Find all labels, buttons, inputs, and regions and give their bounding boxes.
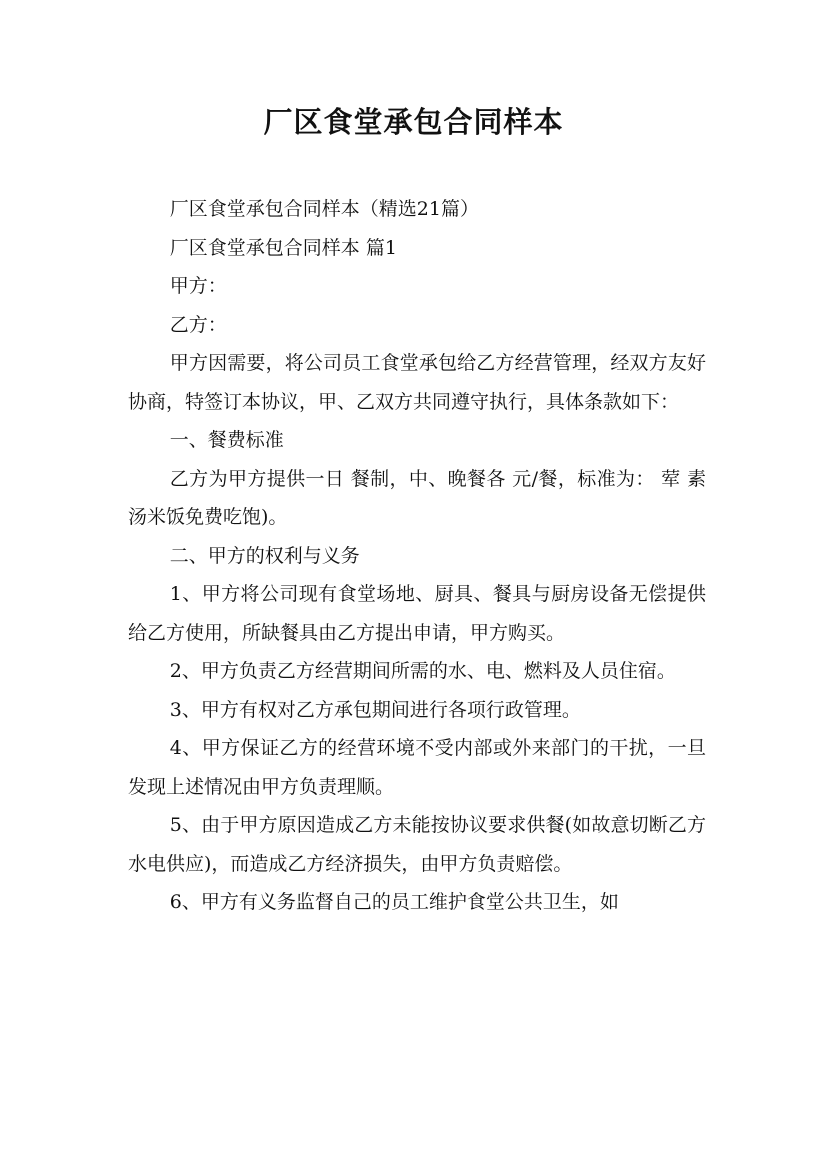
paragraph-meal-standard: 乙方为甲方提供一日 餐制，中、晚餐各 元/餐，标准为： 荤 素 汤米饭免费吃饱)。 [128,467,713,528]
paragraph-clause-1: 1、甲方将公司现有食堂场地、厨具、餐具与厨房设备无偿提供给乙方使用，所缺餐具由乙方提出申请，甲方购买。 [128,583,706,644]
paragraph-party-b: 乙方： [169,313,227,336]
document-body [128,190,713,922]
paragraph-clause-5: 5、由于甲方原因造成乙方未能按协议要求供餐(如故意切断乙方水电供应)，而造成乙方经济损失，由甲方负责赔偿。 [128,814,706,875]
paragraph-preamble: 甲方因需要，将公司员工食堂承包给乙方经营管理，经双方友好协商，特签订本协议，甲、乙双方共同遵守执行，具体条款如下： [128,352,706,413]
paragraph-clause-4: 4、甲方保证乙方的经营环境不受内部或外来部门的干扰，一旦发现上述情况由甲方负责理顺。 [128,737,706,798]
paragraph-clause-3: 3、甲方有权对乙方承包期间进行各项行政管理。 [169,698,581,721]
paragraph-subtitle: 厂区食堂承包合同样本（精选21篇） [169,198,479,220]
paragraph-heading-meal-standard: 一、餐费标准 [169,429,284,451]
paragraph-section-heading: 厂区食堂承包合同样本 篇1 [169,236,397,259]
paragraph-party-a: 甲方： [169,275,227,297]
paragraph-heading-party-a-rights: 二、甲方的权利与义务 [169,544,360,567]
paragraph-clause-6: 6、甲方有义务监督自己的员工维护食堂公共卫生，如 [169,891,619,913]
paragraph-clause-2: 2、甲方负责乙方经营期间所需的水、电、燃料及人员住宿。 [169,660,676,682]
document-title: 厂区食堂承包合同样本 [263,105,564,139]
